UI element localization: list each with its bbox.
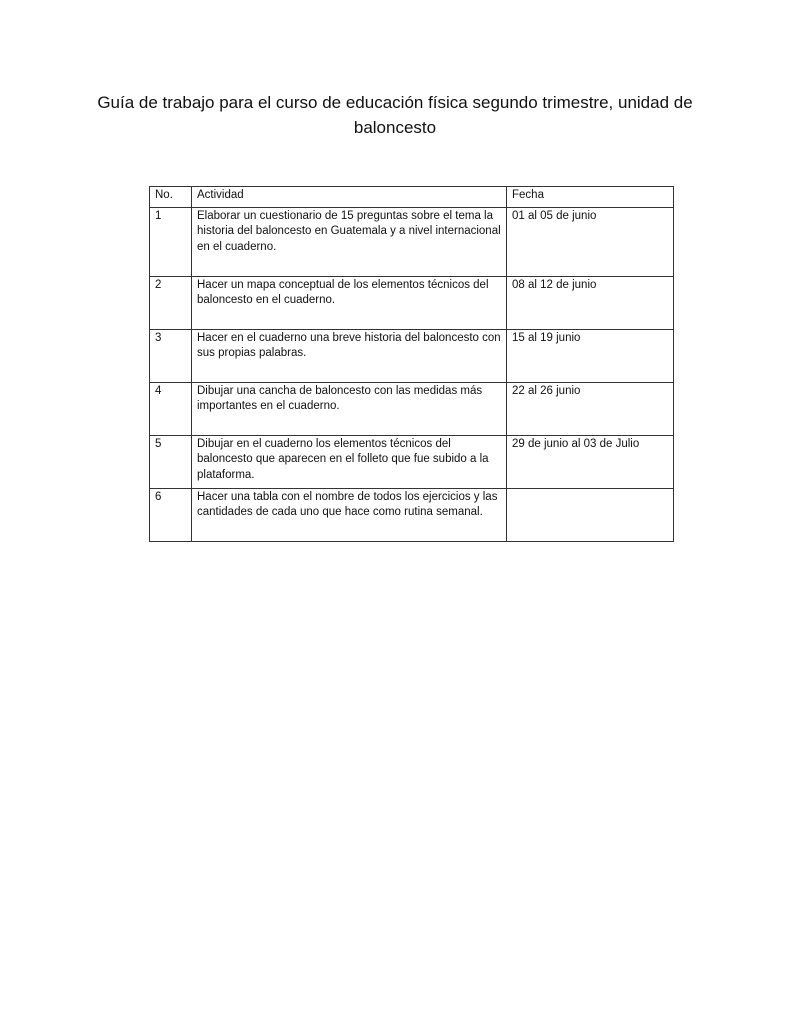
row-date: 22 al 26 junio [507, 382, 674, 435]
table-row [150, 382, 674, 435]
row-date [507, 488, 674, 541]
row-activity: Dibujar en el cuaderno los elementos técnicos del baloncesto que aparecen en el folleto que fue subido a la plataforma. [192, 435, 507, 488]
row-date: 01 al 05 de junio [507, 207, 674, 276]
row-number: 6 [150, 488, 192, 541]
row-number: 2 [150, 276, 192, 329]
row-activity: Hacer en el cuaderno una breve historia del baloncesto con sus propias palabras. [192, 329, 507, 382]
header-no: No. [150, 187, 192, 208]
row-date: 15 al 19 junio [507, 329, 674, 382]
table-row [150, 435, 674, 488]
row-activity: Hacer un mapa conceptual de los elementos técnicos del baloncesto en el cuaderno. [192, 276, 507, 329]
row-number: 5 [150, 435, 192, 488]
table-row [150, 207, 674, 276]
row-activity: Hacer una tabla con el nombre de todos los ejercicios y las cantidades de cada uno que hace como rutina semanal. [192, 488, 507, 541]
activities-table [149, 186, 674, 542]
row-date: 29 de junio al 03 de Julio [507, 435, 674, 488]
table-row [150, 276, 674, 329]
row-number: 4 [150, 382, 192, 435]
row-number: 3 [150, 329, 192, 382]
table-header-row [150, 187, 674, 208]
row-activity: Dibujar una cancha de baloncesto con las medidas más importantes en el cuaderno. [192, 382, 507, 435]
table-row [150, 329, 674, 382]
header-actividad: Actividad [192, 187, 507, 208]
row-date: 08 al 12 de junio [507, 276, 674, 329]
header-fecha: Fecha [507, 187, 674, 208]
document-title: Guía de trabajo para el curso de educación física segundo trimestre, unidad de baloncesto [97, 93, 693, 137]
row-number: 1 [150, 207, 192, 276]
table-row [150, 488, 674, 541]
row-activity: Elaborar un cuestionario de 15 preguntas sobre el tema la historia del baloncesto en Guatemala y a nivel internacional en el cuaderno. [192, 207, 507, 276]
